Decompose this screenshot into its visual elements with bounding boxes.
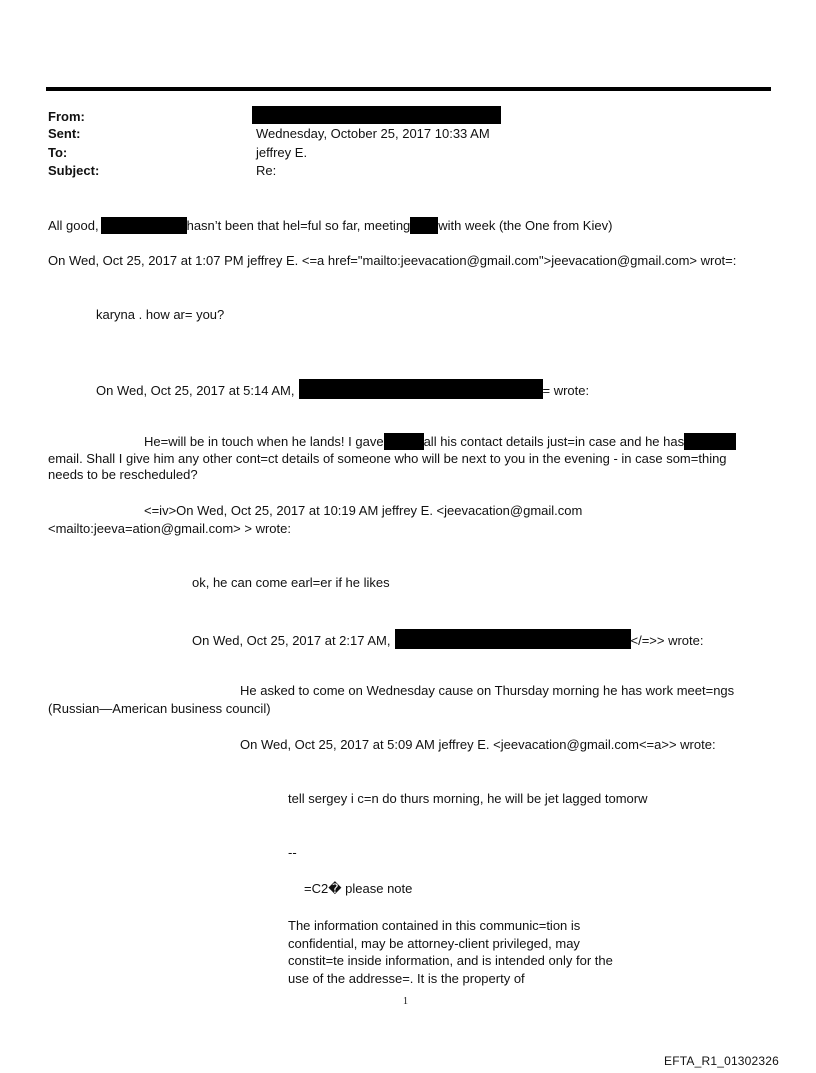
redaction-sender-1 (299, 379, 543, 399)
document-id: EFTA_R1_01302326 (664, 1054, 780, 1068)
header-rule (46, 87, 771, 91)
quote-header-5: On Wed, Oct 25, 2017 at 5:09 AM jeffrey E. <jeevacation@gmail.com<=a>> wrote: (240, 737, 716, 752)
para2-line2: (Russian—American business council) (48, 701, 271, 716)
para2-line1: He asked to come on Wednesday cause on Thursday morning he has work meet=ngs (240, 683, 735, 698)
subject-label: Subject: (48, 163, 100, 178)
quote4-text-a: On Wed, Oct 25, 2017 at 2:17 AM, (192, 633, 391, 648)
quote-header-1: On Wed, Oct 25, 2017 at 1:07 PM jeffrey E. <=a href="mailto:jeevacation@gmail.com">jeevacation@gmail.com> wrot=: (48, 253, 737, 268)
redaction-sender-2 (395, 629, 631, 649)
quote-header-3b: <mailto:jeeva=ation@gmail.com> > wrote: (48, 521, 291, 536)
redaction-name-1 (101, 217, 187, 234)
redaction-name-2 (410, 217, 438, 234)
quote-header-3a: <=iv>On Wed, Oct 25, 2017 at 10:19 AM jeffrey E. <jeevacation@gmail.com (144, 503, 583, 518)
tell-line: tell sergey i c=n do thurs morning, he will be jet lagged tomorw (288, 791, 648, 806)
para1-text-b: all his contact details just=in case and he has (423, 434, 685, 449)
para1-line1 (144, 433, 736, 450)
subject-value: Re: (256, 163, 277, 178)
quote2-text-a: On Wed, Oct 25, 2017 at 5:14 AM, (96, 383, 295, 398)
signature-note: =C2� please note (304, 881, 413, 896)
sent-label: Sent: (48, 126, 81, 141)
from-label: From: (48, 109, 85, 124)
sent-value: Wednesday, October 25, 2017 10:33 AM (256, 126, 490, 141)
to-label: To: (48, 145, 68, 160)
signature-dashes: -- (288, 845, 297, 860)
quote-header-4 (192, 629, 704, 649)
disclaimer: The information contained in this communic=tion is confidential, may be attorney-client privileged, may constit=te inside information, and is intended only for the use of the addresse=. It is the property of (288, 918, 613, 986)
line1-text-c: with week (the One from Kiev) (438, 218, 613, 233)
line1-text-a: All good, (48, 218, 99, 233)
redaction-name-3 (384, 433, 424, 450)
quote4-text-b: </=>> wrote: (630, 633, 704, 648)
para1-text-a: He=will be in touch when he lands! I gave (144, 434, 384, 449)
to-value: jeffrey E. (256, 145, 308, 160)
redaction-name-4 (684, 433, 736, 450)
quote2-text-b: = wrote: (542, 383, 590, 398)
karyna-line: karyna . how ar= you? (96, 307, 225, 322)
para1-rest: email. Shall I give him any other cont=ct details of someone who will be next to you in the evening - in case som=thing needs to be rescheduled? (48, 451, 727, 482)
quote-header-2 (96, 379, 589, 399)
line1-text-b: hasn’t been that hel=ful so far, meeting (186, 218, 411, 233)
page-number: 1 (403, 996, 408, 1007)
redaction-from (252, 106, 501, 124)
ok-line: ok, he can come earl=er if he likes (192, 575, 390, 590)
body-line-1 (48, 217, 612, 234)
